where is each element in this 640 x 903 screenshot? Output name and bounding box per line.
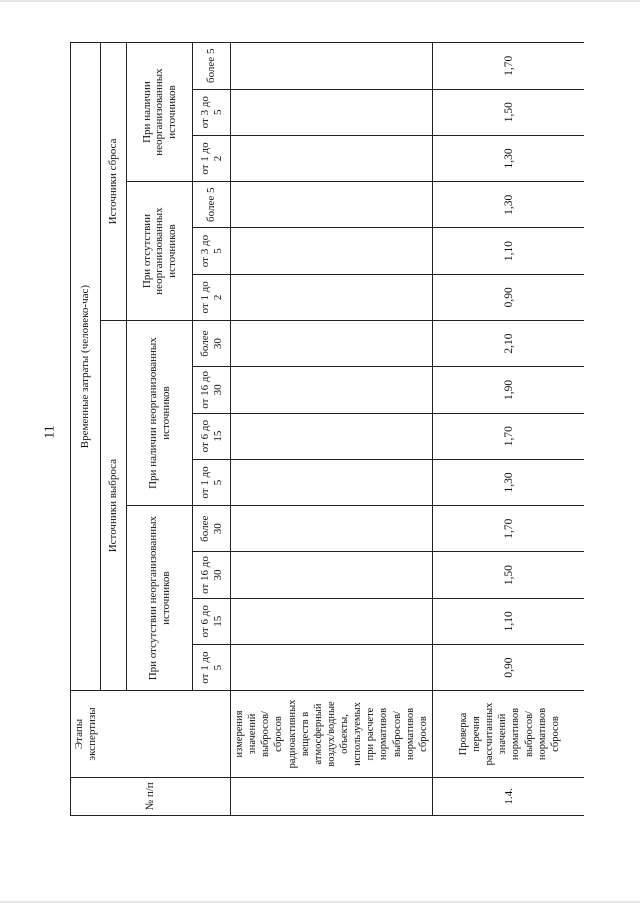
- value-cell: 1,70: [432, 413, 584, 459]
- range-cell: от 1 до 2: [193, 274, 231, 320]
- range-cell: более 5: [193, 43, 231, 90]
- expertise-time-table: [70, 42, 584, 816]
- scan-edge-top: [0, 0, 640, 2]
- range-cell: от 1 до 5: [193, 644, 231, 690]
- range-cell: от 16 до 30: [193, 552, 231, 598]
- range-cell: более 30: [193, 320, 231, 366]
- value-cell: [231, 135, 433, 181]
- header-discharge-without: При отсутствии неорганизованных источников: [127, 182, 193, 321]
- value-cell: [231, 43, 433, 90]
- value-cell: 0,90: [432, 644, 584, 690]
- range-cell: от 6 до 15: [193, 413, 231, 459]
- value-cell: [231, 182, 433, 228]
- value-cell: [231, 552, 433, 598]
- value-cell: [231, 413, 433, 459]
- header-time-title: Временные затраты (человеко-час): [71, 43, 101, 691]
- value-cell: [231, 598, 433, 644]
- row-num: 1.4.: [432, 777, 584, 815]
- header-num: № п/п: [71, 777, 231, 815]
- header-stage: Этапы экспертизы: [71, 691, 231, 778]
- value-cell: 1,70: [432, 506, 584, 552]
- value-cell: [231, 320, 433, 366]
- table-row: [432, 43, 584, 816]
- range-cell: от 3 до 5: [193, 89, 231, 135]
- value-cell: [231, 644, 433, 690]
- value-cell: 1,50: [432, 552, 584, 598]
- header-group-discharge: Источники сброса: [101, 43, 127, 321]
- header-emission-without: При отсутствии неорганизованных источников: [127, 506, 193, 691]
- page-number: 11: [42, 425, 58, 439]
- value-cell: 2,10: [432, 320, 584, 366]
- range-cell: от 1 до 2: [193, 135, 231, 181]
- range-cell: более 30: [193, 506, 231, 552]
- value-cell: 1,10: [432, 598, 584, 644]
- table-rotator: [70, 42, 584, 816]
- value-cell: 1,50: [432, 89, 584, 135]
- range-cell: от 1 до 5: [193, 459, 231, 505]
- value-cell: [231, 274, 433, 320]
- value-cell: [231, 459, 433, 505]
- table-row: [231, 43, 433, 816]
- value-cell: 1,30: [432, 182, 584, 228]
- range-cell: от 3 до 5: [193, 228, 231, 274]
- value-cell: [231, 367, 433, 413]
- row-stage: измерения значений выбросов/сбросов радиоактивных веществ в атмосферный воздух/водные объекты, используемых при расчете нормативов выбросов/ нормативов сбросов: [231, 691, 433, 778]
- value-cell: 1,90: [432, 367, 584, 413]
- value-cell: [231, 89, 433, 135]
- value-cell: 1,70: [432, 43, 584, 90]
- value-cell: 1,10: [432, 228, 584, 274]
- value-cell: [231, 506, 433, 552]
- range-cell: более 5: [193, 182, 231, 228]
- range-cell: от 16 до 30: [193, 367, 231, 413]
- range-cell: от 6 до 15: [193, 598, 231, 644]
- header-discharge-with: При наличии неорганизованных источников: [127, 43, 193, 182]
- value-cell: 0,90: [432, 274, 584, 320]
- header-group-emission: Источники выброса: [101, 320, 127, 690]
- value-cell: [231, 228, 433, 274]
- value-cell: 1,30: [432, 135, 584, 181]
- row-stage: Проверка перечня рассчитанных значений нормативов выбросов/ нормативов сбросов: [432, 691, 584, 778]
- header-emission-with: При наличии неорганизованных источников: [127, 320, 193, 505]
- row-num: [231, 777, 433, 815]
- table-container: [70, 42, 584, 816]
- value-cell: 1,30: [432, 459, 584, 505]
